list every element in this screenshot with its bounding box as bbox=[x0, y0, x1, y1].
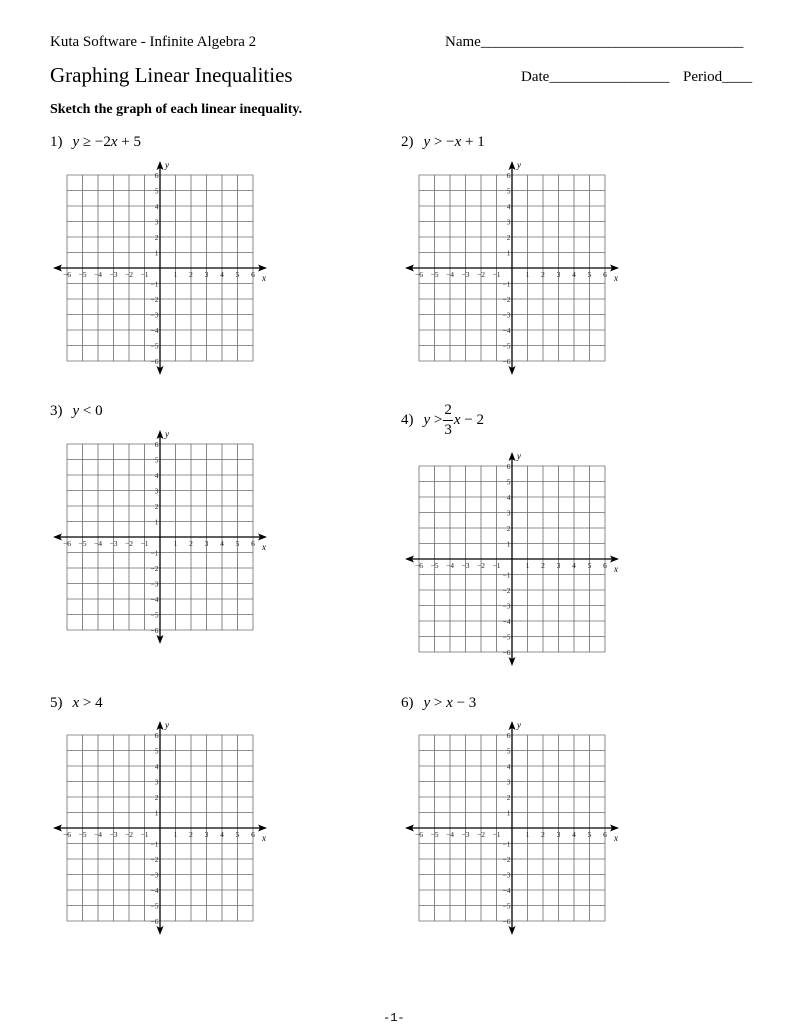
operator-text: > 4 bbox=[79, 695, 103, 711]
problem-1 bbox=[50, 134, 141, 151]
y-tick-label: 1 bbox=[506, 248, 511, 258]
y-axis-label: y bbox=[165, 160, 169, 170]
y-tick-label: −6 bbox=[150, 357, 159, 366]
y-tick-label: 2 bbox=[154, 502, 159, 511]
y-tick-label: −3 bbox=[502, 310, 511, 320]
x-tick-label: −3 bbox=[461, 270, 470, 279]
x-tick-label: 1 bbox=[525, 270, 530, 279]
x-tick-label: −3 bbox=[109, 539, 118, 548]
y-tick-label: −5 bbox=[150, 901, 159, 911]
x-tick-label: 5 bbox=[235, 270, 240, 279]
y-tick-label: −3 bbox=[150, 579, 159, 589]
y-tick-label: 4 bbox=[506, 493, 511, 502]
y-tick-label: −6 bbox=[150, 626, 159, 635]
x-tick-label: 5 bbox=[587, 561, 592, 570]
variable: x bbox=[72, 695, 80, 711]
fraction bbox=[443, 403, 453, 438]
coordinate-grid-3[interactable] bbox=[49, 428, 267, 646]
x-tick-label: −6 bbox=[63, 270, 71, 279]
y-tick-label: 5 bbox=[506, 186, 511, 196]
y-tick-label: 6 bbox=[154, 440, 159, 449]
publisher-line: Kuta Software - Infinite Algebra 2 bbox=[50, 34, 257, 50]
page-number: -1- bbox=[383, 1011, 405, 1025]
x-tick-label: −1 bbox=[140, 830, 149, 839]
y-tick-label: −4 bbox=[150, 326, 159, 335]
y-tick-label: 5 bbox=[506, 477, 511, 487]
x-tick-label: −5 bbox=[78, 830, 87, 839]
y-tick-label: −5 bbox=[502, 901, 511, 911]
problem-3 bbox=[50, 403, 103, 420]
constant-text: − 2 bbox=[460, 411, 485, 428]
x-tick-label: −5 bbox=[78, 270, 87, 279]
x-tick-label: 1 bbox=[173, 539, 178, 548]
y-tick-label: −1 bbox=[502, 570, 511, 580]
x-tick-label: 2 bbox=[189, 539, 193, 548]
y-tick-label: 2 bbox=[506, 524, 511, 533]
variable-x: x bbox=[446, 695, 453, 711]
y-tick-label: −2 bbox=[502, 586, 511, 595]
x-tick-label: 2 bbox=[541, 270, 545, 279]
coordinate-grid-2[interactable] bbox=[401, 159, 619, 377]
y-tick-label: −2 bbox=[150, 564, 159, 573]
y-tick-label: −3 bbox=[150, 310, 159, 320]
y-tick-label: 4 bbox=[154, 202, 159, 211]
operator-text: > − bbox=[430, 134, 455, 150]
variable-x: x bbox=[110, 134, 118, 150]
x-tick-label: −5 bbox=[430, 270, 439, 279]
y-tick-label: −4 bbox=[502, 617, 511, 626]
y-tick-label: 1 bbox=[154, 517, 159, 527]
x-tick-label: −1 bbox=[492, 561, 501, 570]
problem-number: 6) bbox=[401, 695, 414, 711]
x-tick-label: 5 bbox=[235, 539, 240, 548]
x-tick-label: 4 bbox=[220, 270, 224, 279]
y-tick-label: 1 bbox=[506, 808, 511, 818]
x-tick-label: −5 bbox=[430, 561, 439, 570]
x-axis-label: x bbox=[614, 273, 618, 283]
y-tick-label: −3 bbox=[502, 870, 511, 880]
x-tick-label: −1 bbox=[492, 270, 501, 279]
x-tick-label: −3 bbox=[109, 270, 118, 279]
fraction-numerator: 2 bbox=[444, 402, 452, 418]
y-tick-label: 2 bbox=[506, 233, 511, 242]
problem-number: 1) bbox=[50, 134, 63, 150]
x-axis-label: x bbox=[614, 833, 618, 843]
date-blank[interactable]: ________________ bbox=[549, 69, 670, 85]
operator-text: > bbox=[430, 411, 443, 428]
x-tick-label: −4 bbox=[446, 830, 454, 839]
x-tick-label: −6 bbox=[415, 270, 423, 279]
x-tick-label: 6 bbox=[251, 830, 255, 839]
worksheet-title: Graphing Linear Inequalities bbox=[50, 63, 293, 87]
name-blank[interactable]: ___________________________________ bbox=[480, 34, 744, 50]
constant-text: + 1 bbox=[461, 134, 485, 150]
y-tick-label: 3 bbox=[154, 777, 159, 787]
problem-number: 3) bbox=[50, 403, 63, 419]
x-tick-label: −2 bbox=[125, 270, 133, 279]
x-tick-label: 4 bbox=[220, 539, 224, 548]
x-tick-label: 3 bbox=[204, 539, 209, 548]
y-tick-label: 6 bbox=[506, 171, 511, 180]
y-tick-label: −4 bbox=[502, 886, 511, 895]
y-tick-label: −6 bbox=[502, 917, 511, 926]
variable: y bbox=[423, 411, 431, 428]
y-tick-label: 3 bbox=[506, 508, 511, 518]
y-tick-label: 3 bbox=[506, 217, 511, 227]
x-tick-label: −4 bbox=[94, 830, 102, 839]
y-tick-label: 6 bbox=[154, 171, 159, 180]
x-tick-label: −2 bbox=[125, 539, 133, 548]
y-tick-label: 1 bbox=[154, 808, 159, 818]
y-tick-label: 4 bbox=[154, 762, 159, 771]
y-tick-label: 2 bbox=[154, 233, 159, 242]
y-tick-label: −2 bbox=[502, 855, 511, 864]
y-tick-label: 4 bbox=[154, 471, 159, 480]
x-tick-label: −6 bbox=[63, 539, 71, 548]
x-tick-label: −4 bbox=[446, 270, 454, 279]
x-axis-label: x bbox=[262, 273, 266, 283]
x-tick-label: −4 bbox=[94, 270, 102, 279]
x-axis-label: x bbox=[262, 542, 266, 552]
x-tick-label: −6 bbox=[63, 830, 71, 839]
date-label: Date bbox=[521, 69, 550, 85]
y-tick-label: −2 bbox=[502, 295, 511, 304]
y-tick-label: −5 bbox=[502, 341, 511, 351]
y-tick-label: −3 bbox=[150, 870, 159, 880]
problem-2 bbox=[401, 134, 485, 151]
x-tick-label: −2 bbox=[125, 830, 133, 839]
x-tick-label: −6 bbox=[415, 561, 423, 570]
x-tick-label: 3 bbox=[556, 270, 561, 279]
coordinate-grid-1[interactable] bbox=[49, 159, 267, 377]
y-tick-label: −1 bbox=[502, 839, 511, 849]
x-tick-label: 2 bbox=[189, 270, 193, 279]
constant-text: + 5 bbox=[117, 134, 142, 150]
problem-5 bbox=[50, 695, 103, 712]
x-tick-label: 5 bbox=[587, 830, 592, 839]
x-tick-label: 4 bbox=[572, 270, 576, 279]
x-axis-label: x bbox=[262, 833, 266, 843]
y-tick-label: 5 bbox=[154, 455, 159, 465]
y-tick-label: −6 bbox=[502, 357, 511, 366]
variable: y bbox=[72, 134, 80, 150]
period-label: Period bbox=[683, 69, 723, 85]
y-tick-label: 5 bbox=[154, 746, 159, 756]
operator-text: > bbox=[430, 695, 447, 711]
x-tick-label: 3 bbox=[556, 830, 561, 839]
y-tick-label: 3 bbox=[506, 777, 511, 787]
y-tick-label: −6 bbox=[502, 648, 511, 657]
x-tick-label: 5 bbox=[235, 830, 240, 839]
x-tick-label: 6 bbox=[603, 270, 607, 279]
x-tick-label: −3 bbox=[461, 830, 470, 839]
y-tick-label: 3 bbox=[154, 217, 159, 227]
x-tick-label: −4 bbox=[446, 561, 454, 570]
y-axis-label: y bbox=[517, 451, 521, 461]
x-tick-label: −3 bbox=[461, 561, 470, 570]
y-tick-label: 6 bbox=[506, 731, 511, 740]
y-tick-label: −4 bbox=[150, 886, 159, 895]
y-tick-label: −1 bbox=[150, 548, 159, 558]
x-tick-label: 3 bbox=[204, 830, 209, 839]
x-tick-label: −5 bbox=[430, 830, 439, 839]
problem-number: 4) bbox=[401, 411, 414, 428]
problem-number: 2) bbox=[401, 134, 414, 150]
problem-4 bbox=[401, 403, 484, 438]
x-axis-label: x bbox=[614, 564, 618, 574]
y-tick-label: −5 bbox=[150, 341, 159, 351]
coordinate-grid-4[interactable] bbox=[401, 450, 619, 668]
x-tick-label: 1 bbox=[173, 270, 178, 279]
y-tick-label: −3 bbox=[502, 601, 511, 611]
operator-text: ≥ −2 bbox=[79, 134, 111, 150]
y-tick-label: 1 bbox=[506, 539, 511, 549]
y-axis-label: y bbox=[165, 720, 169, 730]
y-tick-label: 4 bbox=[506, 202, 511, 211]
y-tick-label: −2 bbox=[150, 855, 159, 864]
x-tick-label: −5 bbox=[78, 539, 87, 548]
x-tick-label: 2 bbox=[541, 561, 545, 570]
x-tick-label: 3 bbox=[204, 270, 209, 279]
y-tick-label: −1 bbox=[150, 279, 159, 289]
y-tick-label: −1 bbox=[502, 279, 511, 289]
x-tick-label: 2 bbox=[189, 830, 193, 839]
x-tick-label: 2 bbox=[541, 830, 545, 839]
y-tick-label: −1 bbox=[150, 839, 159, 849]
x-tick-label: 5 bbox=[587, 270, 592, 279]
x-tick-label: 4 bbox=[572, 830, 576, 839]
x-tick-label: 1 bbox=[525, 561, 530, 570]
variable: y bbox=[72, 403, 80, 419]
x-tick-label: −3 bbox=[109, 830, 118, 839]
x-tick-label: −2 bbox=[477, 270, 485, 279]
y-tick-label: −5 bbox=[150, 610, 159, 620]
y-tick-label: 1 bbox=[154, 248, 159, 258]
operator-text: < 0 bbox=[79, 403, 103, 419]
x-tick-label: 6 bbox=[603, 830, 607, 839]
date-field[interactable] bbox=[521, 69, 669, 86]
x-tick-label: −4 bbox=[94, 539, 102, 548]
y-tick-label: −5 bbox=[502, 632, 511, 642]
y-tick-label: 2 bbox=[506, 793, 511, 802]
variable: y bbox=[423, 134, 431, 150]
y-tick-label: 5 bbox=[154, 186, 159, 196]
period-field[interactable] bbox=[683, 69, 752, 86]
y-tick-label: 6 bbox=[506, 462, 511, 471]
variable-x: x bbox=[454, 134, 462, 150]
coordinate-grid-5[interactable] bbox=[49, 719, 267, 937]
x-tick-label: −2 bbox=[477, 561, 485, 570]
name-label: Name bbox=[445, 34, 481, 50]
variable-x: x bbox=[453, 411, 461, 428]
x-tick-label: 1 bbox=[173, 830, 178, 839]
x-tick-label: 6 bbox=[603, 561, 607, 570]
y-axis-label: y bbox=[517, 720, 521, 730]
problem-number: 5) bbox=[50, 695, 63, 711]
x-tick-label: −1 bbox=[140, 539, 149, 548]
y-tick-label: 2 bbox=[154, 793, 159, 802]
x-tick-label: −6 bbox=[415, 830, 423, 839]
y-tick-label: 5 bbox=[506, 746, 511, 756]
y-tick-label: −4 bbox=[502, 326, 511, 335]
name-field[interactable] bbox=[445, 34, 743, 51]
y-tick-label: 3 bbox=[154, 486, 159, 496]
problem-6 bbox=[401, 695, 476, 712]
x-tick-label: 4 bbox=[220, 830, 224, 839]
x-tick-label: −2 bbox=[477, 830, 485, 839]
constant-text: − 3 bbox=[452, 695, 477, 711]
x-tick-label: −1 bbox=[140, 270, 149, 279]
y-tick-label: 4 bbox=[506, 762, 511, 771]
x-tick-label: 4 bbox=[572, 561, 576, 570]
y-tick-label: 6 bbox=[154, 731, 159, 740]
x-tick-label: 6 bbox=[251, 539, 255, 548]
x-tick-label: −1 bbox=[492, 830, 501, 839]
x-tick-label: 1 bbox=[525, 830, 530, 839]
period-blank[interactable]: ____ bbox=[722, 69, 753, 85]
x-tick-label: 6 bbox=[251, 270, 255, 279]
coordinate-grid-6[interactable] bbox=[401, 719, 619, 937]
y-axis-label: y bbox=[165, 429, 169, 439]
y-tick-label: −6 bbox=[150, 917, 159, 926]
x-tick-label: 3 bbox=[556, 561, 561, 570]
y-tick-label: −2 bbox=[150, 295, 159, 304]
y-axis-label: y bbox=[517, 160, 521, 170]
y-tick-label: −4 bbox=[150, 595, 159, 604]
instructions: Sketch the graph of each linear inequality. bbox=[50, 102, 303, 117]
fraction-denominator: 3 bbox=[444, 422, 452, 438]
variable: y bbox=[423, 695, 431, 711]
